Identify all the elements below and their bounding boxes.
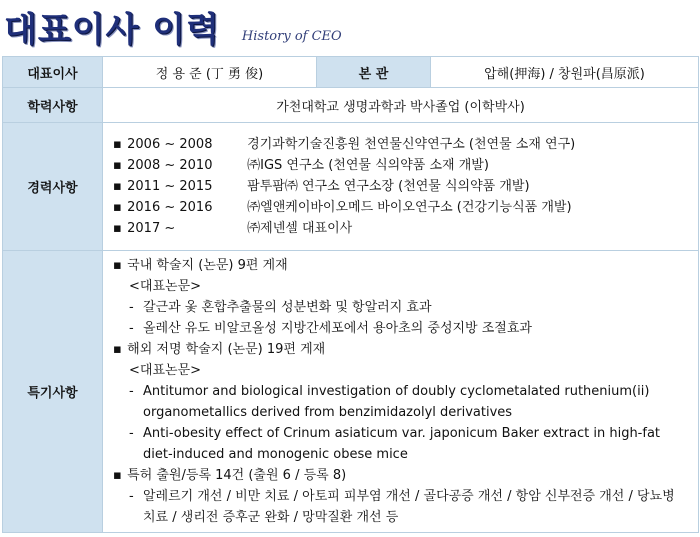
bullet-icon: ▪ bbox=[113, 342, 122, 357]
ceo-history-table bbox=[2, 56, 699, 533]
row-special bbox=[3, 251, 699, 533]
ceo-origin: 압해(押海) / 창원파(昌原派) bbox=[431, 57, 699, 88]
patent-heading-text: 특허 출원/등록 14건 (출원 6 / 등록 8) bbox=[127, 468, 347, 483]
ceo-name: 정 용 준 (丁 勇 俊) bbox=[103, 57, 317, 88]
special-list bbox=[103, 251, 699, 533]
dash-mark: - bbox=[129, 489, 134, 504]
domestic-paper bbox=[113, 318, 688, 339]
career-period: 2006 ~ 2008 bbox=[127, 137, 213, 152]
row-career bbox=[3, 123, 699, 251]
education-value: 가천대학교 생명과학과 박사졸업 (이학박사) bbox=[103, 88, 699, 123]
bullet-icon: ▪ bbox=[113, 179, 122, 194]
label-ceo: 대표이사 bbox=[3, 57, 103, 88]
international-paper bbox=[113, 423, 688, 465]
title-main: 대표이사 이력 bbox=[4, 10, 220, 50]
label-education: 학력사항 bbox=[3, 88, 103, 123]
career-desc: 팜투팜㈜ 연구소 연구소장 (천연물 식의약품 개발) bbox=[247, 179, 530, 194]
bullet-icon: ▪ bbox=[113, 468, 122, 483]
label-origin: 본 관 bbox=[317, 57, 431, 88]
international-sub: <대표논문> bbox=[129, 363, 202, 378]
paper-title: 올레산 유도 비알코올성 지방간세포에서 용아초의 중성지방 조절효과 bbox=[143, 321, 532, 336]
bullet-icon: ▪ bbox=[113, 137, 122, 152]
dash-mark: - bbox=[129, 426, 134, 441]
row-education bbox=[3, 88, 699, 123]
paper-title: Antitumor and biological investigation of doubly cyclometalated ruthenium(ii) organometallics derived from benzimidazolyl derivatives bbox=[143, 384, 650, 420]
dash-mark: - bbox=[129, 321, 134, 336]
label-career: 경력사항 bbox=[3, 123, 103, 251]
bullet-icon: ▪ bbox=[113, 158, 122, 173]
label-special: 특기사항 bbox=[3, 251, 103, 533]
international-paper bbox=[113, 381, 688, 423]
bullet-icon: ▪ bbox=[113, 258, 122, 273]
career-period: 2016 ~ 2016 bbox=[127, 200, 213, 215]
career-period: 2017 ~ bbox=[127, 221, 176, 236]
career-desc: 경기과학기술진흥원 천연물신약연구소 (천연물 소재 연구) bbox=[247, 137, 576, 152]
career-item bbox=[113, 134, 688, 155]
patent-heading bbox=[113, 465, 688, 486]
domestic-paper bbox=[113, 297, 688, 318]
bullet-icon: ▪ bbox=[113, 221, 122, 236]
title-subtitle: History of CEO bbox=[241, 29, 342, 44]
dash-mark: - bbox=[129, 384, 134, 399]
career-item bbox=[113, 176, 688, 197]
patent-detail bbox=[113, 486, 688, 528]
paper-title: Anti-obesity effect of Crinum asiaticum var. japonicum Baker extract in high-fat diet-induced and monogenic obese mice bbox=[143, 426, 661, 462]
row-ceo bbox=[3, 57, 699, 88]
career-item bbox=[113, 197, 688, 218]
paper-title: 갈근과 옻 혼합추출물의 성분변화 및 항알러지 효과 bbox=[143, 300, 432, 315]
career-item bbox=[113, 218, 688, 239]
career-period: 2008 ~ 2010 bbox=[127, 158, 213, 173]
career-desc: ㈜IGS 연구소 (천연물 식의약품 소재 개발) bbox=[247, 158, 489, 173]
career-item bbox=[113, 155, 688, 176]
domestic-sub: <대표논문> bbox=[129, 279, 202, 294]
career-desc: ㈜제넨셀 대표이사 bbox=[247, 221, 353, 236]
page-title bbox=[4, 4, 342, 50]
international-heading bbox=[113, 339, 688, 360]
career-desc: ㈜엘앤케이바이오메드 바이오연구소 (건강기능식품 개발) bbox=[247, 200, 572, 215]
domestic-heading bbox=[113, 255, 688, 276]
bullet-icon: ▪ bbox=[113, 200, 122, 215]
international-heading-text: 해외 저명 학술지 (논문) 19편 게재 bbox=[127, 342, 326, 357]
patent-detail-text: 알레르기 개선 / 비만 치료 / 아토피 피부염 개선 / 골다공증 개선 / 항암 신부전증 개선 / 당뇨병 치료 / 생리전 증후군 완화 / 망막질환 개선 등 bbox=[143, 489, 675, 525]
career-period: 2011 ~ 2015 bbox=[127, 179, 213, 194]
career-list bbox=[103, 123, 699, 251]
dash-mark: - bbox=[129, 300, 134, 315]
domestic-heading-text: 국내 학술지 (논문) 9편 게재 bbox=[127, 258, 288, 273]
